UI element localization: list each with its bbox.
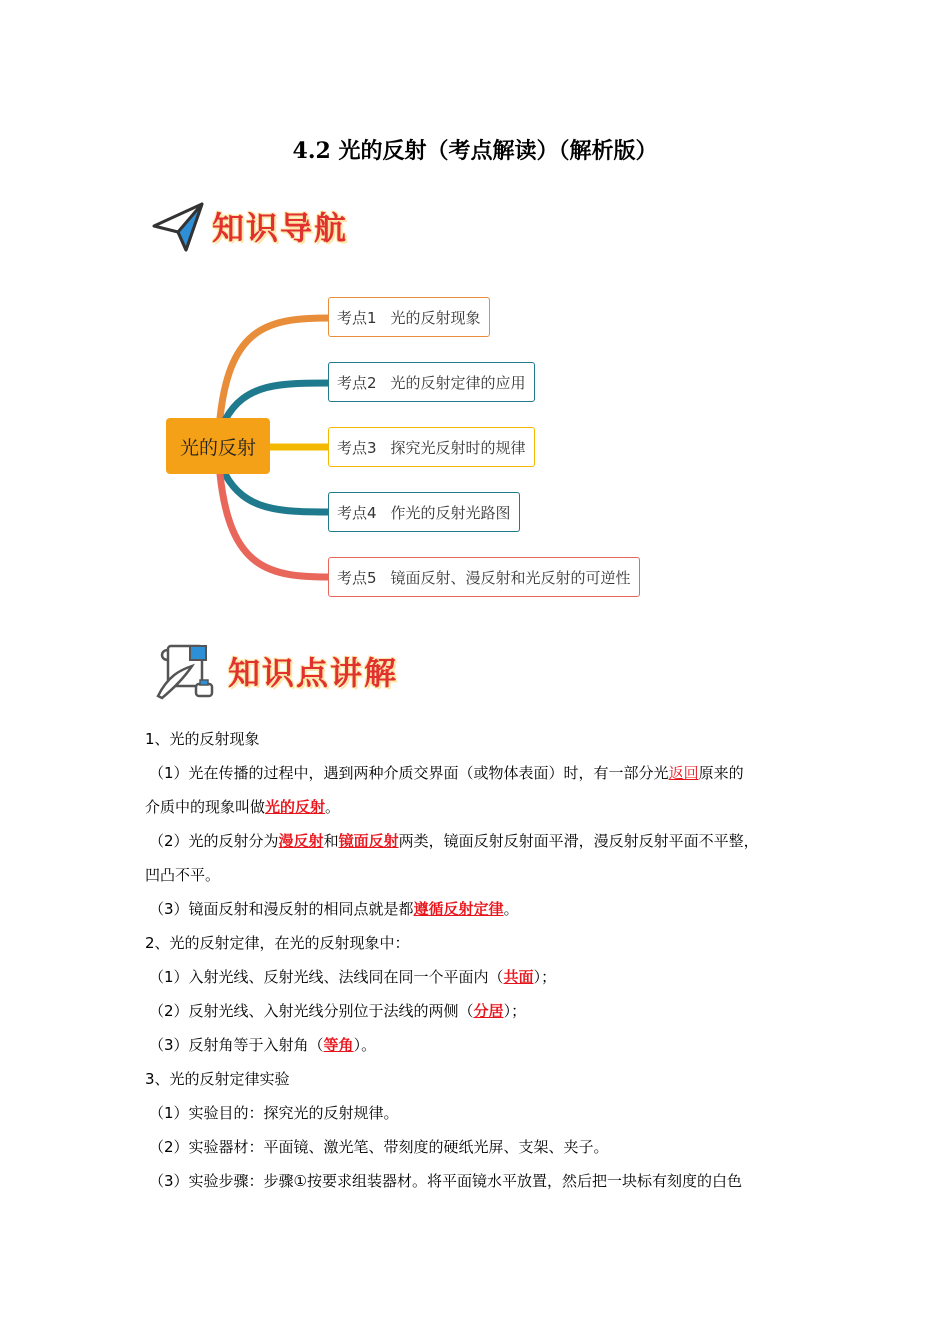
text: 。: [503, 900, 519, 918]
paragraph: （1）实验目的：探究光的反射规律。: [149, 1104, 399, 1122]
paper-plane-icon: [150, 200, 206, 252]
text: （2）反射光线、入射光线分别位于法线的两侧（: [149, 1002, 474, 1020]
text: （3）反射角等于入射角（: [149, 1036, 324, 1054]
keyword: 镜面反射: [338, 832, 399, 850]
text: （2）光的反射分为: [149, 832, 279, 850]
mind-map: [150, 285, 690, 615]
mind-map-branch-4: [328, 492, 520, 532]
mind-map-center-node: 光的反射: [166, 418, 270, 474]
banner-title: 知识点讲解: [228, 654, 399, 692]
mind-map-branch-1: [328, 297, 490, 337]
branch-number: 考点3: [337, 438, 377, 457]
keyword: 等角: [323, 1036, 354, 1054]
text: （1）光在传播的过程中，遇到两种介质交界面（或物体表面）时，有一部分光: [149, 764, 669, 782]
page-title: 4.2 光的反射（考点解读）（解析版）: [292, 138, 658, 164]
branch-text: 探究光反射时的规律: [390, 438, 526, 457]
branch-number: 考点1: [337, 308, 377, 327]
paragraph: [145, 824, 825, 858]
text: ）；: [503, 1002, 527, 1020]
keyword: 分居: [473, 1002, 504, 1020]
paragraph: [145, 892, 825, 926]
paragraph: [145, 756, 825, 790]
paragraph: （3）实验步骤：步骤①按要求组装器材。将平面镜水平放置，然后把一块标有刻度的白色: [149, 1172, 742, 1190]
knowledge-points-banner: [150, 640, 398, 702]
text: 原来的: [698, 764, 744, 782]
content-body: [145, 722, 825, 1198]
branch-text: 镜面反射、漫反射和光反射的可逆性: [390, 568, 631, 587]
branch-number: 考点2: [337, 373, 377, 392]
text: 两类，镜面反射反射面平滑，漫反射反射平面不平整，: [398, 832, 759, 850]
branch-text: 光的反射现象: [390, 308, 481, 327]
keyword: 返回: [668, 764, 699, 782]
text: 。: [325, 798, 341, 816]
paragraph: （2）实验器材：平面镜、激光笔、带刻度的硬纸光屏、支架、夹子。: [149, 1138, 609, 1156]
text: 介质中的现象叫做: [145, 798, 266, 816]
section-heading: 3、光的反射定律实验: [145, 1070, 290, 1088]
paragraph: [145, 790, 825, 824]
banner-title: 知识导航: [212, 209, 349, 247]
branch-number: 考点4: [337, 503, 377, 522]
text: （3）镜面反射和漫反射的相同点就是都: [149, 900, 414, 918]
text: 和: [323, 832, 339, 850]
branch-number: 考点5: [337, 568, 377, 587]
mind-map-branch-3: [328, 427, 535, 467]
paragraph: [145, 1028, 825, 1062]
paragraph: [145, 960, 825, 994]
branch-text: 光的反射定律的应用: [390, 373, 526, 392]
paragraph: 凹凸不平。: [145, 866, 221, 884]
keyword: 漫反射: [278, 832, 324, 850]
text: （1）入射光线、反射光线、法线同在同一个平面内（: [149, 968, 504, 986]
mind-map-branch-5: [328, 557, 640, 597]
mind-map-branch-2: [328, 362, 535, 402]
keyword: 共面: [503, 968, 534, 986]
section-heading: 1、光的反射现象: [145, 730, 260, 748]
keyword: 遵循反射定律: [413, 900, 504, 918]
branch-text: 作光的反射光路图: [390, 503, 511, 522]
section-heading: 2、光的反射定律，在光的反射现象中：: [145, 934, 410, 952]
keyword: 光的反射: [265, 798, 326, 816]
text: ）。: [353, 1036, 377, 1054]
text: ）；: [533, 968, 557, 986]
knowledge-navigation-banner: [150, 200, 348, 252]
scroll-quill-icon: [150, 640, 220, 702]
paragraph: [145, 994, 825, 1028]
